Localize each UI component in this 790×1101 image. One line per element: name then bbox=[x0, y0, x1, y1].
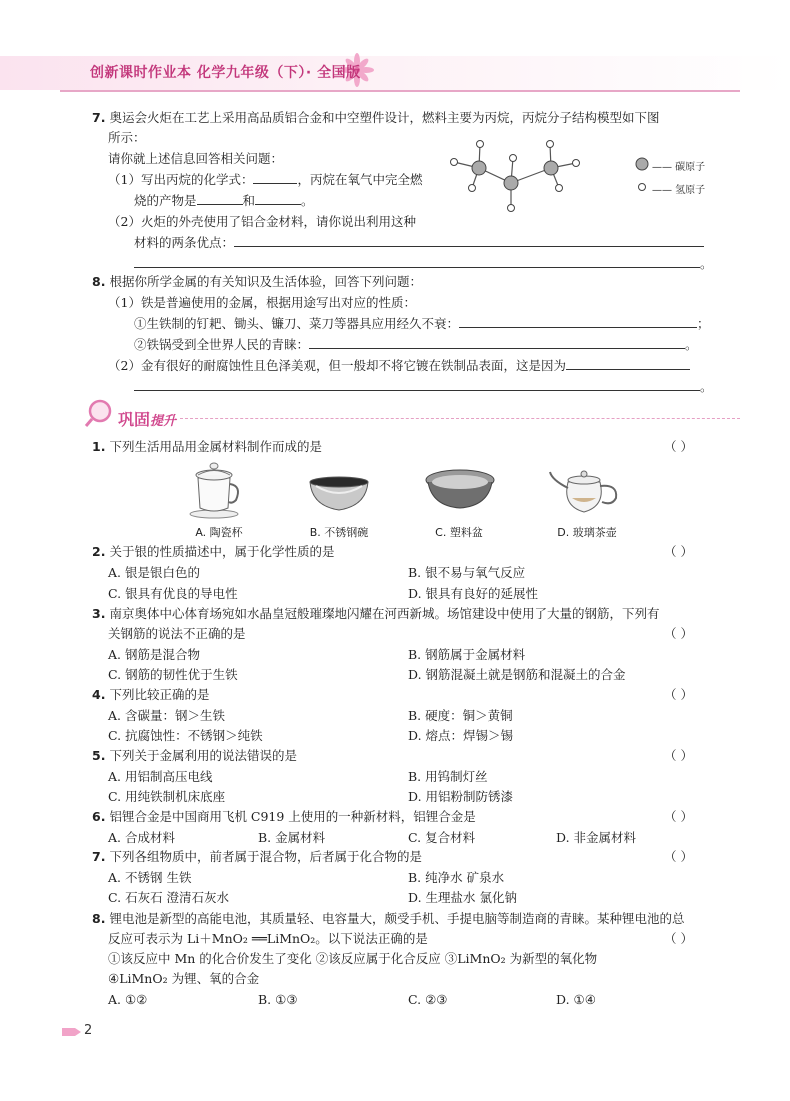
q2-answer-paren[interactable]: （ ） bbox=[664, 544, 693, 559]
answer-blank-gold-reason1[interactable] bbox=[566, 356, 690, 370]
q7a-line7: 材料的两条优点： bbox=[134, 233, 704, 253]
q8-stem-line2: 反应可表示为 Li＋MnO₂ ══LiMnO₂。以下说法正确的是 bbox=[108, 931, 428, 946]
section-title: 巩固提升 bbox=[118, 410, 177, 429]
legend-carbon: —— 碳原子 bbox=[652, 162, 706, 173]
q1-answer-paren[interactable]: （ ） bbox=[664, 439, 693, 454]
q8-option-a[interactable]: A. ①② bbox=[108, 992, 148, 1007]
answer-blank-product2[interactable] bbox=[255, 191, 301, 205]
legend-hydrogen: —— 氢原子 bbox=[652, 185, 706, 196]
hydrogen-atom-legend-icon bbox=[636, 181, 648, 193]
q8-statements-line1: ①该反应中 Mn 的化合价发生了变化 ②该反应属于化合反应 ③LiMnO₂ 为新型的氧化物 bbox=[108, 951, 598, 966]
q8a-line5: （2）金有很好的耐腐蚀性且色泽美观，但一般却不将它镀在铁制品表面，这是因为 bbox=[108, 356, 690, 376]
q5-option-a[interactable]: A. 用铝制高压电线 bbox=[108, 769, 213, 784]
q6-answer-paren[interactable]: （ ） bbox=[664, 809, 693, 824]
q8-option-c[interactable]: C. ②③ bbox=[408, 992, 448, 1007]
q2-option-c[interactable]: C. 银具有优良的导电性 bbox=[108, 586, 238, 601]
answer-blank-iron-property1[interactable] bbox=[459, 314, 697, 328]
header-divider bbox=[60, 90, 740, 92]
answer-blank-iron-property2[interactable] bbox=[309, 335, 685, 349]
carbon-atom-legend-icon bbox=[634, 156, 650, 172]
q3-option-b[interactable]: B. 钢筋属于金属材料 bbox=[408, 647, 526, 662]
q7-answer-paren[interactable]: （ ） bbox=[664, 849, 693, 864]
magnifier-icon bbox=[84, 398, 120, 428]
q3-stem-line2: 关钢筋的说法不正确的是 bbox=[108, 626, 246, 641]
q5-answer-paren[interactable]: （ ） bbox=[664, 748, 693, 763]
q1-stem: 1. 下列生活用品用金属材料制作而成的是 bbox=[92, 439, 322, 454]
q2-option-d[interactable]: D. 银具有良好的延展性 bbox=[408, 586, 539, 601]
q7-option-a[interactable]: A. 不锈钢 生铁 bbox=[108, 870, 192, 885]
q6-option-b[interactable]: B. 金属材料 bbox=[258, 830, 326, 845]
q2-option-b[interactable]: B. 银不易与氧气反应 bbox=[408, 565, 526, 580]
q5-option-c[interactable]: C. 用纯铁制机床底座 bbox=[108, 789, 226, 804]
q4-option-b[interactable]: B. 硬度：铜＞黄铜 bbox=[408, 708, 513, 723]
q5-option-d[interactable]: D. 用铝粉制防锈漆 bbox=[408, 789, 514, 804]
steel-bowl-image bbox=[308, 474, 370, 514]
q8-statements-line2: ④LiMnO₂ 为锂、氧的合金 bbox=[108, 971, 260, 986]
answer-blank-formula[interactable] bbox=[253, 170, 297, 184]
q5-stem: 5. 下列关于金属利用的说法错误的是 bbox=[92, 748, 297, 763]
propane-model-diagram bbox=[440, 136, 600, 216]
header-title: 创新课时作业本 化学九年级（下）· 全国版 bbox=[90, 65, 361, 81]
plastic-basin-image bbox=[424, 468, 496, 514]
q8-option-d[interactable]: D. ①④ bbox=[556, 992, 596, 1007]
q2-option-a[interactable]: A. 银是银白色的 bbox=[108, 565, 200, 580]
q7a-line8: 。 bbox=[134, 254, 713, 274]
q1-caption-c: C. 塑料盆 bbox=[435, 526, 483, 539]
q7a-line1: 7. 奥运会火炬在工艺上采用高品质铝合金和中空塑件设计，燃料主要为丙烷，丙烷分子结构模型如下图 bbox=[92, 110, 660, 125]
q8a-line6: 。 bbox=[134, 377, 713, 397]
q8-option-b[interactable]: B. ①③ bbox=[258, 992, 298, 1007]
page-number: 2 bbox=[84, 1023, 93, 1038]
q1-caption-b: B. 不锈钢碗 bbox=[309, 526, 369, 539]
q3-option-d[interactable]: D. 钢筋混凝土就是钢筋和混凝土的合金 bbox=[408, 667, 626, 682]
page-number-arrow-icon bbox=[62, 1026, 82, 1038]
q8a-line2: （1）铁是普遍使用的金属，根据用途写出对应的性质： bbox=[108, 295, 416, 310]
q7a-line4: （1）写出丙烷的化学式： ，丙烷在氧气中完全燃 bbox=[108, 172, 423, 187]
q7a-line3: 请你就上述信息回答相关问题： bbox=[108, 151, 284, 166]
q1-caption-a: A. 陶瓷杯 bbox=[195, 526, 243, 539]
q6-option-a[interactable]: A. 合成材料 bbox=[108, 830, 175, 845]
q3-option-a[interactable]: A. 钢筋是混合物 bbox=[108, 647, 200, 662]
q6-stem: 6. 铝锂合金是中国商用飞机 C919 上使用的一种新材料，铝锂合金是 bbox=[92, 809, 476, 824]
q2-stem: 2. 关于银的性质描述中，属于化学性质的是 bbox=[92, 544, 335, 559]
q1-caption-d: D. 玻璃茶壶 bbox=[557, 526, 617, 539]
answer-blank-advantages1[interactable] bbox=[234, 233, 704, 247]
ceramic-cup-image bbox=[186, 458, 246, 520]
q4-option-a[interactable]: A. 含碳量：钢＞生铁 bbox=[108, 708, 225, 723]
q8a-line3: ①生铁制的钉耙、锄头、镰刀、菜刀等器具应用经久不衰： ； bbox=[134, 316, 710, 331]
q4-answer-paren[interactable]: （ ） bbox=[664, 687, 693, 702]
q6-option-c[interactable]: C. 复合材料 bbox=[408, 830, 476, 845]
q3-answer-paren[interactable]: （ ） bbox=[664, 626, 693, 641]
q7a-line6: （2）火炬的外壳使用了铝合金材料，请你说出利用这种 bbox=[108, 214, 416, 229]
q3-stem-line1: 3. 南京奥体中心体育场宛如水晶皇冠般璀璨地闪耀在河西新城。场馆建设中使用了大量的钢筋，下列有 bbox=[92, 606, 660, 621]
answer-blank-gold-reason2[interactable] bbox=[134, 377, 700, 391]
q8-stem-line1: 8. 锂电池是新型的高能电池，其质量轻、电容量大，颇受手机、手提电脑等制造商的青睐。某种锂电池的总 bbox=[92, 911, 685, 926]
answer-blank-advantages2[interactable] bbox=[134, 254, 700, 268]
q3-option-c[interactable]: C. 钢筋的韧性优于生铁 bbox=[108, 667, 238, 682]
q8a-line1: 8. 根据你所学金属的有关知识及生活体验，回答下列问题： bbox=[92, 274, 422, 289]
q7-option-b[interactable]: B. 纯净水 矿泉水 bbox=[408, 870, 505, 885]
q8-answer-paren[interactable]: （ ） bbox=[664, 931, 693, 946]
q7a-line5: 烧的产物是 和 。 bbox=[134, 193, 314, 208]
answer-blank-product1[interactable] bbox=[197, 191, 243, 205]
q8a-line4: ②铁锅受到全世界人民的青睐： 。 bbox=[134, 337, 698, 352]
q7-option-c[interactable]: C. 石灰石 澄清石灰水 bbox=[108, 890, 230, 905]
glass-teapot-image bbox=[548, 460, 624, 518]
q4-option-c[interactable]: C. 抗腐蚀性：不锈钢＞纯铁 bbox=[108, 728, 263, 743]
q7a-line2: 所示： bbox=[108, 130, 146, 145]
q4-option-d[interactable]: D. 熔点：焊锡＞锡 bbox=[408, 728, 514, 743]
section-divider bbox=[180, 418, 740, 419]
q7-option-d[interactable]: D. 生理盐水 氯化钠 bbox=[408, 890, 517, 905]
q6-option-d[interactable]: D. 非金属材料 bbox=[556, 830, 637, 845]
q5-option-b[interactable]: B. 用钨制灯丝 bbox=[408, 769, 488, 784]
q4-stem: 4. 下列比较正确的是 bbox=[92, 687, 210, 702]
q7-stem: 7. 下列各组物质中，前者属于混合物，后者属于化合物的是 bbox=[92, 849, 422, 864]
